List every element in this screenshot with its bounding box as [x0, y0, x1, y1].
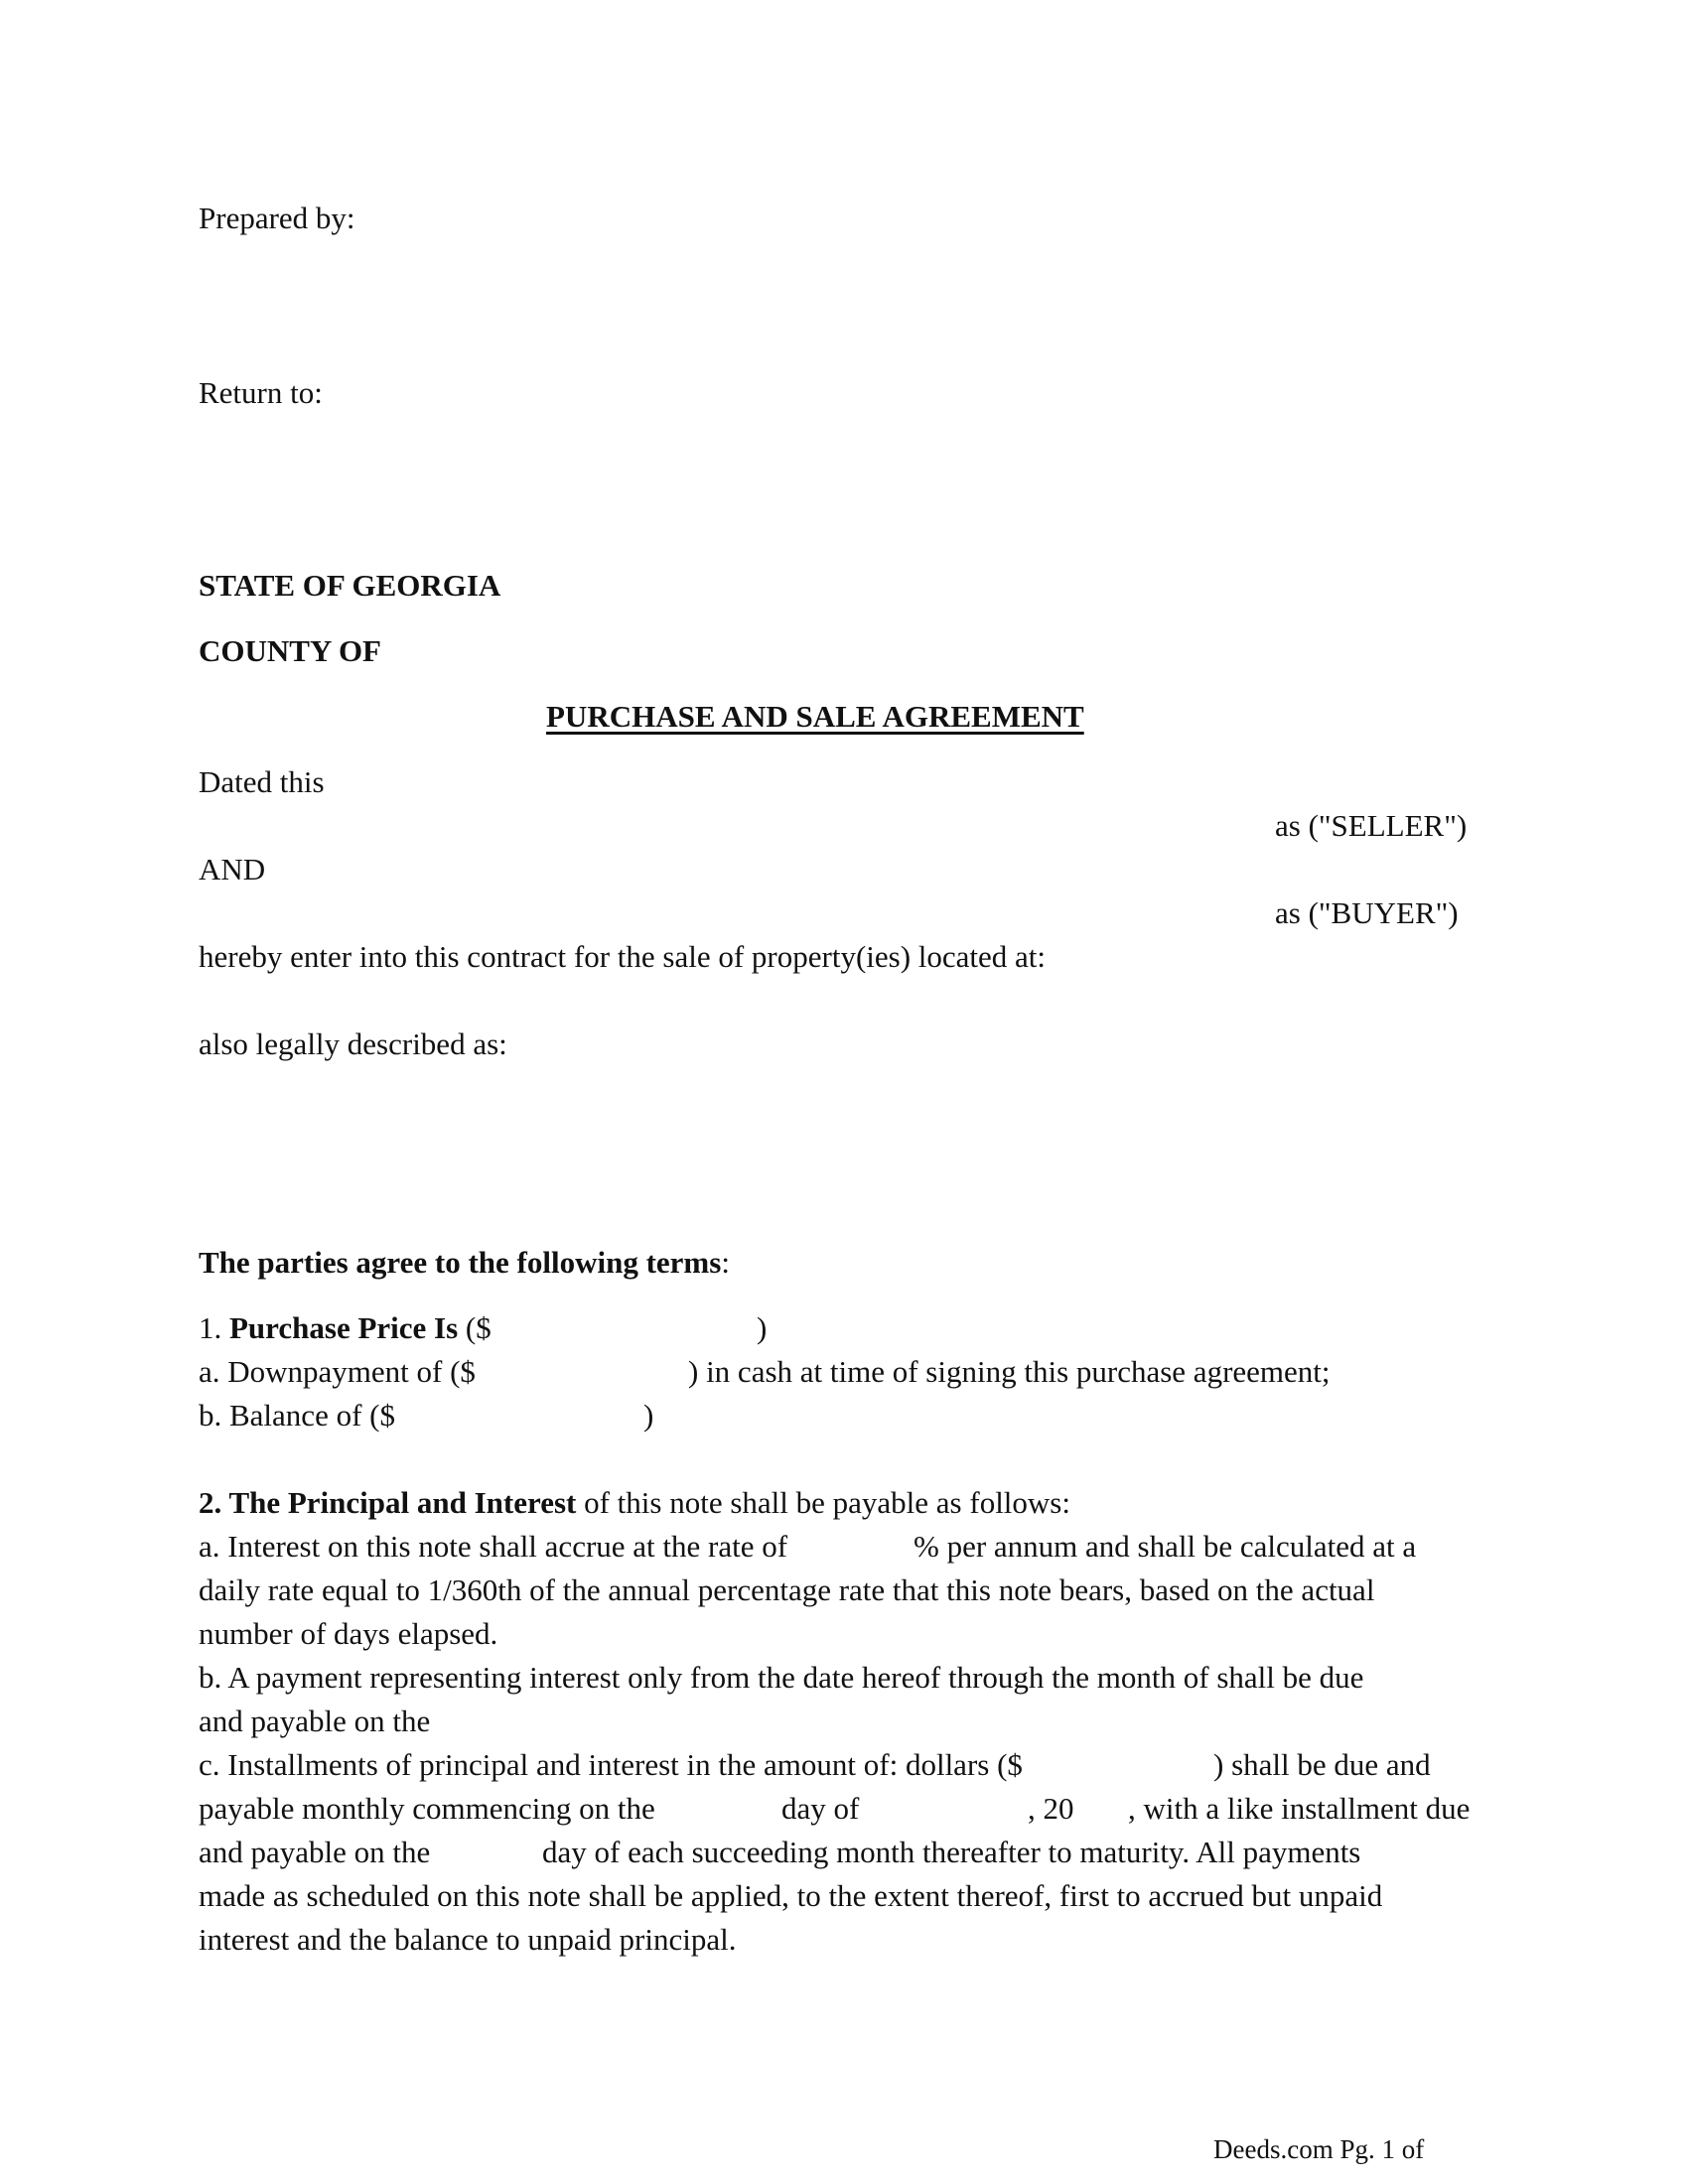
- section-1-purchase-price: [199, 1308, 492, 1348]
- section-1-heading: Purchase Price Is: [229, 1310, 459, 1345]
- document-title: PURCHASE AND SALE AGREEMENT: [546, 699, 1084, 734]
- section-1a-downpayment: a. Downpayment of ($: [199, 1354, 476, 1389]
- section-2a-line-1: a. Interest on this note shall accrue at the rate of: [199, 1529, 788, 1564]
- section-2a-line-2: daily rate equal to 1/360th of the annual percentage rate that this note bears, based on the actual: [199, 1572, 1375, 1607]
- state-heading: STATE OF GEORGIA: [199, 568, 501, 603]
- section-2-rest: of this note shall be payable as follows:: [576, 1485, 1070, 1520]
- section-2c-line-3-rest: day of each succeeding month thereafter to maturity. All payments: [542, 1835, 1361, 1869]
- county-heading: COUNTY OF: [199, 633, 381, 668]
- dated-line: Dated this: [199, 764, 325, 799]
- buyer-designation: as ("BUYER"): [1275, 895, 1459, 930]
- section-1-open: ($: [458, 1310, 492, 1345]
- section-2c-line-1-rest: ) shall be due and: [1213, 1747, 1431, 1782]
- section-2c-year: , 20: [1028, 1791, 1074, 1826]
- section-1a-close: ) in cash at time of signing this purchase agreement;: [688, 1354, 1331, 1389]
- property-location-line: hereby enter into this contract for the sale of property(ies) located at:: [199, 939, 1047, 974]
- terms-heading-colon: :: [721, 1245, 730, 1280]
- section-1-close: ): [757, 1310, 768, 1345]
- section-2c-line-4: made as scheduled on this note shall be applied, to the extent thereof, first to accrued but unpaid: [199, 1878, 1383, 1913]
- section-2b-line-2: and payable on the: [199, 1704, 431, 1738]
- page-footer: Deeds.com Pg. 1 of: [1213, 2134, 1425, 2164]
- prepared-by-label: Prepared by:: [199, 201, 355, 235]
- return-to-label: Return to:: [199, 375, 323, 410]
- and-line: AND: [199, 852, 266, 887]
- section-2c-line-1: c. Installments of principal and interest in the amount of: dollars ($: [199, 1747, 1023, 1782]
- section-2a-line-3: number of days elapsed.: [199, 1616, 498, 1651]
- section-2c-day-of: day of: [781, 1791, 860, 1826]
- section-2-principal-interest: [199, 1483, 1070, 1523]
- section-1-number: 1.: [199, 1310, 229, 1345]
- seller-designation: as ("SELLER"): [1275, 808, 1468, 843]
- terms-heading-text: The parties agree to the following terms: [199, 1245, 722, 1280]
- section-2c-line-3: and payable on the: [199, 1835, 431, 1869]
- terms-heading: [199, 1243, 730, 1283]
- section-1b-close: ): [643, 1398, 654, 1433]
- section-2a-line-1-rest: % per annum and shall be calculated at a: [914, 1529, 1417, 1564]
- section-2c-line-2: payable monthly commencing on the: [199, 1791, 655, 1826]
- section-2-heading: 2. The Principal and Interest: [199, 1485, 577, 1520]
- section-1b-balance: b. Balance of ($: [199, 1398, 395, 1433]
- section-2c-line-2-rest: , with a like installment due: [1128, 1791, 1471, 1826]
- legal-description-line: also legally described as:: [199, 1026, 507, 1061]
- section-2c-line-5: interest and the balance to unpaid principal.: [199, 1922, 737, 1957]
- section-2b-line-1: b. A payment representing interest only from the date hereof through the month of shall be due: [199, 1660, 1364, 1695]
